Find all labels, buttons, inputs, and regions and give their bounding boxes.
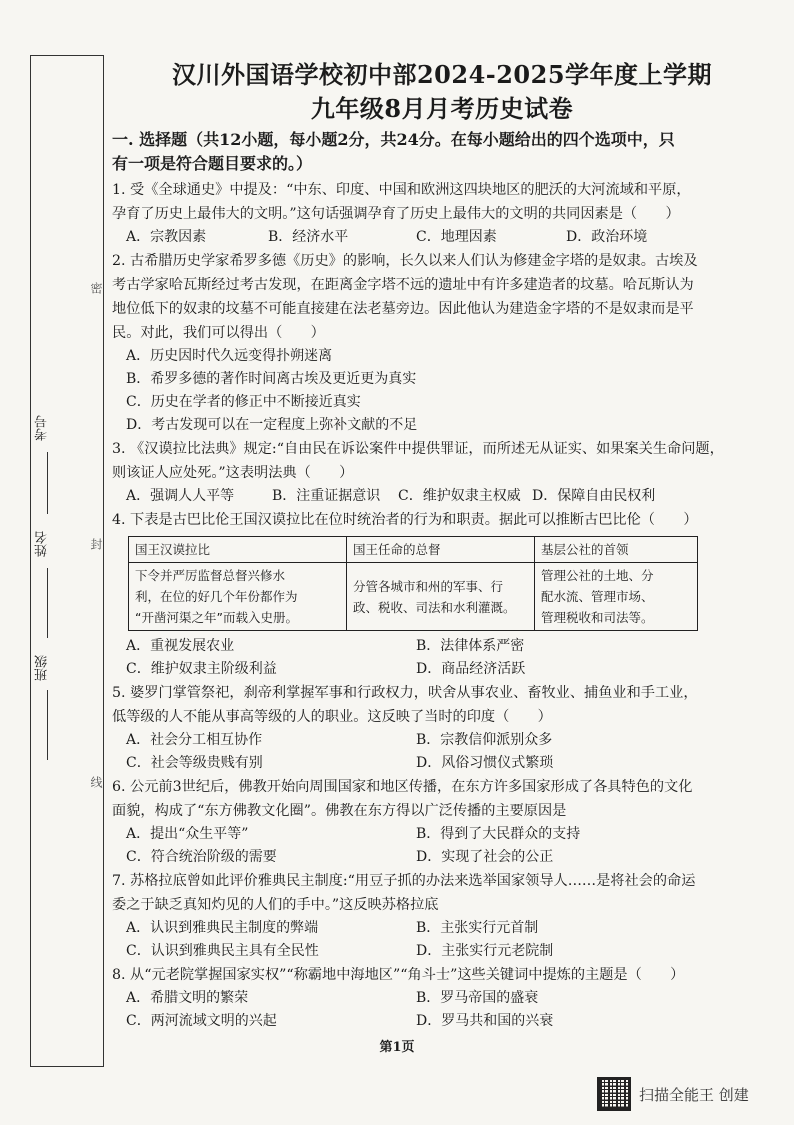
option-c[interactable]: C．维护奴隶主权威 (398, 488, 521, 504)
option-d[interactable]: D．实现了社会的公正 (416, 849, 554, 865)
exam-title-line1: 汉川外国语学校初中部2024-2025学年度上学期 (171, 60, 713, 89)
options-row (112, 917, 772, 940)
exam-title-line2: 九年级8月月考历史试卷 (310, 94, 574, 123)
ruler-duties-table (128, 536, 698, 631)
option-c[interactable]: C．地理因素 (416, 229, 497, 245)
options-row (112, 846, 772, 869)
scanner-watermark (597, 1077, 749, 1111)
option-b[interactable]: B．注重证据意识 (272, 488, 381, 504)
option-d[interactable]: D．保障自由民权利 (532, 488, 656, 504)
question-8 (112, 963, 772, 1033)
question-7 (112, 869, 772, 963)
seal-mark: 密 (89, 282, 103, 294)
options-row (112, 940, 772, 963)
exam-no-line (47, 452, 48, 514)
table-cell: 管理公社的土地、分 配水流、管理市场、 管理税收和司法等。 (535, 563, 698, 631)
question-stem: 7. 苏格拉底曾如此评价雅典民主制度:“用豆子抓的办法来选举国家领导人……是将社会的命运 委之于缺乏真知灼见的人们的手中。”这反映苏格拉底 (112, 873, 696, 913)
question-stem: 8. 从“元老院掌握国家实权”“称霸地中海地区”“角斗士”这些关键词中提炼的主题是（ ） (112, 967, 685, 983)
options-row (112, 226, 772, 249)
option-b[interactable]: B．法律体系严密 (416, 638, 525, 654)
question-stem: 4. 下表是古巴比伦王国汉谟拉比在位时统治者的行为和职责。据此可以推断古巴比伦（ ） (112, 512, 698, 528)
option-d[interactable]: D．罗马共和国的兴衰 (416, 1013, 554, 1029)
options-row (112, 485, 772, 508)
options-row (112, 729, 772, 752)
qr-code-icon (597, 1077, 631, 1111)
question-3 (112, 437, 772, 508)
table-cell: 分管各城市和州的军事、行 政、税收、司法和水利灌溉。 (347, 563, 535, 631)
question-stem: 3. 《汉谟拉比法典》规定:“自由民在诉讼案件中提供罪证，而所述无从证实、如果案关生命问题， 则该证人应处死。”这表明法典（ ） (112, 441, 724, 481)
question-4 (112, 508, 772, 681)
exam-page (112, 58, 772, 1033)
option-c[interactable]: C．认识到雅典民主具有全民性 (126, 943, 319, 959)
question-2 (112, 249, 772, 437)
section-heading: 一. 选择题（共12小题，每小题2分，共24分。在每小题给出的四个选项中，只 有一项是符合题目要求的。） (112, 130, 675, 173)
question-6 (112, 775, 772, 869)
option-a[interactable]: A．历史因时代久远变得扑朔迷离 (126, 348, 333, 364)
option-a[interactable]: A．社会分工相互协作 (126, 732, 263, 748)
name-label: 姓名 (35, 531, 50, 557)
question-5 (112, 681, 772, 775)
table-header: 国王汉谟拉比 (129, 537, 347, 563)
options-row (112, 1010, 772, 1033)
class-label: 班级 (35, 655, 50, 681)
fold-mark: 封 (89, 538, 103, 550)
watermark-text: 扫描全能王 创建 (639, 1085, 749, 1104)
option-c[interactable]: C．两河流域文明的兴起 (126, 1013, 277, 1029)
options-row (112, 823, 772, 846)
question-stem: 5. 婆罗门掌管祭祀，刹帝利掌握军事和行政权力，吠舍从事农业、畜牧业、捕鱼业和手工业， 低等级的人不能从事高等级的人的职业。这反映了当时的印度（ ） (112, 685, 698, 725)
question-stem: 1. 受《全球通史》中提及：“中东、印度、中国和欧洲这四块地区的肥沃的大河流域和平原， 孕育了历史上最伟大的文明。”这句话强调孕育了历史上最伟大的文明的共同因素是（ ） (112, 182, 691, 222)
line-mark: 线 (89, 776, 103, 788)
option-d[interactable]: D．政治环境 (566, 229, 648, 245)
table-header: 基层公社的首领 (535, 537, 698, 563)
option-a[interactable]: A．宗教因素 (126, 229, 207, 245)
option-b[interactable]: B．希罗多德的著作时间离古埃及更近更为真实 (126, 371, 417, 387)
options-row (112, 752, 772, 775)
option-d[interactable]: D．考古发现可以在一定程度上弥补文献的不足 (126, 417, 418, 433)
question-stem: 6. 公元前3世纪后，佛教开始向周围国家和地区传播，在东方许多国家形成了各具特色的文化 面貌，构成了“东方佛教文化圈”。佛教在东方得以广泛传播的主要原因是 (112, 779, 693, 819)
option-b[interactable]: B．宗教信仰派别众多 (416, 732, 553, 748)
option-c[interactable]: C．历史在学者的修正中不断接近真实 (126, 394, 361, 410)
option-a[interactable]: A．强调人人平等 (126, 488, 235, 504)
option-b[interactable]: B．罗马帝国的盛衰 (416, 990, 539, 1006)
option-d[interactable]: D．风俗习惯仪式繁琐 (416, 755, 554, 771)
name-line (47, 568, 48, 638)
page-number: 第1页 (379, 1040, 415, 1055)
option-b[interactable]: B．得到了大民群众的支持 (416, 826, 581, 842)
option-d[interactable]: D．商品经济活跃 (416, 661, 526, 677)
class-line (47, 690, 48, 760)
table-header: 国王任命的总督 (347, 537, 535, 563)
option-d[interactable]: D．主张实行元老院制 (416, 943, 554, 959)
question-1 (112, 178, 772, 249)
option-b[interactable]: B．经济水平 (268, 229, 349, 245)
options-row (112, 635, 772, 658)
option-c[interactable]: C．符合统治阶级的需要 (126, 849, 277, 865)
question-stem: 2. 古希腊历史学家希罗多德《历史》的影响，长久以来人们认为修建金字塔的是奴隶。古埃及 考古学家哈瓦斯经过考古发现，在距离金字塔不远的遗址中有许多建造者的坟墓。哈瓦斯认为 地位低下的奴隶的坟墓不可能直接建在法老墓旁边。因此他认为建造金字塔的不是奴隶而是平 民。对此，我们可以得出（ ） (112, 253, 698, 341)
option-a[interactable]: A．提出“众生平等” (126, 826, 249, 842)
option-c[interactable]: C．社会等级贵贱有别 (126, 755, 263, 771)
options-row (112, 987, 772, 1010)
option-c[interactable]: C．维护奴隶主阶级利益 (126, 661, 277, 677)
table-cell: 下令并严厉监督总督兴修水 利，在位的好几个年份都作为 “开凿河渠之年”而载入史册。 (129, 563, 347, 631)
option-a[interactable]: A．希腊文明的繁荣 (126, 990, 249, 1006)
options-row (112, 658, 772, 681)
option-b[interactable]: B．主张实行元首制 (416, 920, 539, 936)
exam-no-label: 考号 (35, 415, 50, 441)
option-a[interactable]: A．重视发展农业 (126, 638, 235, 654)
option-a[interactable]: A．认识到雅典民主制度的弊端 (126, 920, 319, 936)
